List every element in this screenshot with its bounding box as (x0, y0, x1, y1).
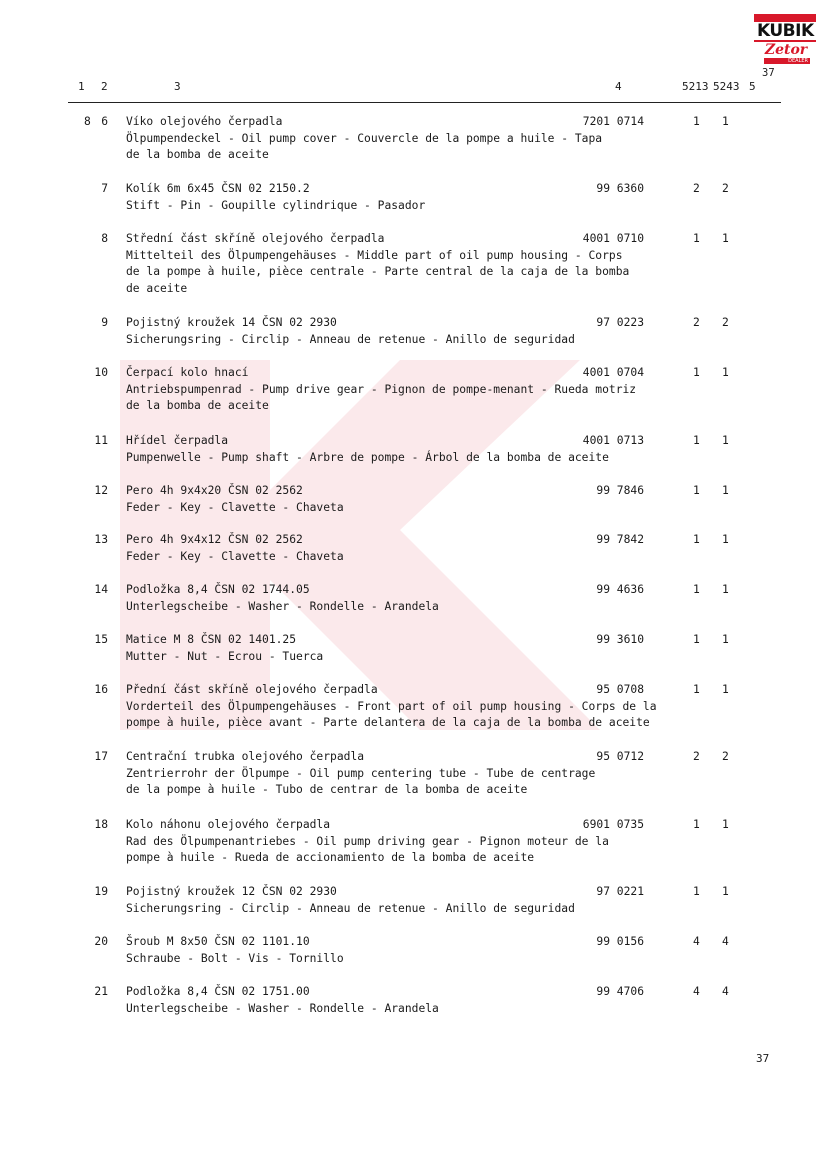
part-description (126, 433, 609, 466)
description-line: Ölpumpendeckel - Oil pump cover - Couvercle de la pompe a huile - Tapa (126, 131, 603, 145)
col-header-2: 2 (101, 80, 108, 93)
position-number: 7 (101, 182, 108, 195)
part-number: 4001 0704 (582, 366, 644, 379)
description-line: Feder - Key - Clavette - Chaveta (126, 549, 344, 563)
description-line: Mittelteil des Ölpumpengehäuses - Middle part of oil pump housing - Corps (126, 248, 623, 262)
part-description (126, 817, 609, 867)
description-line: Podložka 8,4 ČSN 02 1751.00 (126, 985, 310, 998)
col-header-4: 4 (615, 80, 622, 93)
part-description (126, 984, 439, 1017)
quantity-5243: 1 (722, 633, 729, 646)
part-number: 6901 0735 (582, 818, 644, 831)
part-description (126, 365, 636, 415)
description-line: pompe à huile, pièce avant - Parte delantera de la caja de la bomba de aceite (126, 716, 650, 729)
quantity-5213: 1 (693, 232, 700, 245)
description-line: Zentrierrohr der Ölpumpe - Oil pump centering tube - Tube de centrage (126, 766, 596, 780)
quantity-5213: 2 (693, 182, 700, 195)
part-description (126, 532, 344, 565)
part-number: 97 0223 (596, 316, 644, 329)
quantity-5213: 4 (693, 985, 700, 998)
description-line: pompe à huile - Rueda de accionamiento de la bomba de aceite (126, 851, 535, 864)
quantity-5213: 1 (693, 366, 700, 379)
quantity-5243: 1 (722, 885, 729, 898)
description-line: Pojistný kroužek 12 ČSN 02 2930 (126, 885, 337, 898)
quantity-5213: 1 (693, 885, 700, 898)
quantity-5213: 1 (693, 683, 700, 696)
position-number: 13 (94, 533, 108, 546)
description-line: Víko olejového čerpadla (126, 115, 283, 128)
description-line: Pero 4h 9x4x12 ČSN 02 2562 (126, 533, 303, 546)
description-line: Střední část skříně olejového čerpadla (126, 232, 385, 245)
part-description (126, 582, 439, 615)
part-number: 99 7846 (596, 484, 644, 497)
part-description (126, 884, 575, 917)
description-line: de la pompe à huile - Tubo de centrar de la bomba de aceite (126, 783, 528, 796)
quantity-5243: 1 (722, 533, 729, 546)
description-line: Rad des Ölpumpenantriebes - Oil pump driving gear - Pignon moteur de la (126, 834, 609, 848)
quantity-5243: 1 (722, 683, 729, 696)
description-line: de aceite (126, 281, 188, 295)
part-number: 99 7842 (596, 533, 644, 546)
part-description (126, 181, 425, 214)
quantity-5213: 2 (693, 750, 700, 763)
quantity-5243: 2 (722, 750, 729, 763)
header-rule (68, 102, 781, 103)
logo-zetor: Zetor (764, 42, 808, 58)
description-line: Schraube - Bolt - Vis - Tornillo (126, 951, 344, 965)
part-description (126, 483, 344, 516)
quantity-5213: 1 (693, 434, 700, 447)
part-number: 4001 0713 (582, 434, 644, 447)
description-line: Přední část skříně olejového čerpadla (126, 683, 378, 696)
position-number: 9 (101, 316, 108, 329)
description-line: Stift - Pin - Goupille cylindrique - Pasador (126, 198, 426, 212)
description-line: de la bomba de aceite (126, 399, 269, 412)
col-header-5: 5 (749, 80, 756, 93)
description-line: Kolík 6m 6x45 ČSN 02 2150.2 (126, 182, 310, 195)
part-number: 99 6360 (596, 182, 644, 195)
quantity-5213: 1 (693, 484, 700, 497)
quantity-5243: 1 (722, 232, 729, 245)
quantity-5213: 1 (693, 818, 700, 831)
logo-dealer: DEALER (764, 58, 810, 64)
quantity-5213: 1 (693, 583, 700, 596)
col-header-5213: 5213 (682, 80, 709, 93)
quantity-5213: 2 (693, 316, 700, 329)
description-line: de la bomba de aceite (126, 148, 269, 161)
quantity-5243: 1 (722, 115, 729, 128)
quantity-5243: 1 (722, 583, 729, 596)
part-description (126, 934, 344, 967)
description-line: Pumpenwelle - Pump shaft - Arbre de pompe - Árbol de la bomba de aceite (126, 450, 609, 464)
quantity-5243: 2 (722, 316, 729, 329)
position-number: 15 (94, 633, 108, 646)
position-number: 18 (94, 818, 108, 831)
description-line: Sicherungsring - Circlip - Anneau de retenue - Anillo de seguridad (126, 901, 575, 915)
page-number-top: 37 (762, 67, 775, 79)
quantity-5243: 4 (722, 935, 729, 948)
position-number: 16 (94, 683, 108, 696)
logo-brand: KUBIK (754, 22, 817, 40)
description-line: Čerpací kolo hnací (126, 366, 249, 379)
figure-number: 8 (84, 115, 91, 128)
part-description (126, 682, 657, 732)
description-line: Vorderteil des Ölpumpengehäuses - Front part of oil pump housing - Corps de la (126, 699, 657, 713)
part-description (126, 749, 595, 799)
page-number-bottom: 37 (756, 1052, 770, 1065)
part-number: 99 3610 (596, 633, 644, 646)
description-line: Hřídel čerpadla (126, 434, 229, 447)
quantity-5243: 4 (722, 985, 729, 998)
part-number: 95 0712 (596, 750, 644, 763)
col-header-1: 1 (78, 80, 85, 93)
part-number: 7201 0714 (582, 115, 644, 128)
description-line: Šroub M 8x50 ČSN 02 1101.10 (126, 935, 310, 948)
part-description (126, 114, 602, 164)
quantity-5243: 1 (722, 434, 729, 447)
description-line: Mutter - Nut - Ecrou - Tuerca (126, 649, 324, 663)
description-line: Centrační trubka olejového čerpadla (126, 750, 365, 763)
description-line: Podložka 8,4 ČSN 02 1744.05 (126, 583, 310, 596)
quantity-5213: 1 (693, 115, 700, 128)
description-line: Unterlegscheibe - Washer - Rondelle - Arandela (126, 599, 439, 613)
description-line: Antriebspumpenrad - Pump drive gear - Pignon de pompe-menant - Rueda motriz (126, 382, 637, 396)
description-line: Pero 4h 9x4x20 ČSN 02 2562 (126, 484, 303, 497)
part-number: 99 4636 (596, 583, 644, 596)
part-number: 99 0156 (596, 935, 644, 948)
description-line: Matice M 8 ČSN 02 1401.25 (126, 633, 297, 646)
position-number: 8 (101, 232, 108, 245)
quantity-5243: 1 (722, 366, 729, 379)
description-line: Kolo náhonu olejového čerpadla (126, 818, 331, 831)
part-number: 4001 0710 (582, 232, 644, 245)
part-number: 99 4706 (596, 985, 644, 998)
description-line: Feder - Key - Clavette - Chaveta (126, 500, 344, 514)
col-header-5243: 5243 (713, 80, 740, 93)
part-number: 97 0221 (596, 885, 644, 898)
position-number: 12 (94, 484, 108, 497)
position-number: 14 (94, 583, 108, 596)
description-line: de la pompe à huile, pièce centrale - Parte central de la caja de la bomba (126, 265, 630, 278)
description-line: Unterlegscheibe - Washer - Rondelle - Arandela (126, 1001, 439, 1015)
quantity-5243: 2 (722, 182, 729, 195)
kubik-zetor-logo (754, 14, 816, 66)
position-number: 10 (94, 366, 108, 379)
quantity-5243: 1 (722, 484, 729, 497)
position-number: 11 (94, 434, 108, 447)
part-number: 95 0708 (596, 683, 644, 696)
quantity-5213: 1 (693, 633, 700, 646)
part-description (126, 632, 323, 665)
quantity-5243: 1 (722, 818, 729, 831)
position-number: 21 (94, 985, 108, 998)
part-description (126, 231, 629, 297)
position-number: 6 (101, 115, 108, 128)
col-header-3: 3 (174, 80, 181, 93)
position-number: 19 (94, 885, 108, 898)
position-number: 20 (94, 935, 108, 948)
quantity-5213: 4 (693, 935, 700, 948)
position-number: 17 (94, 750, 108, 763)
quantity-5213: 1 (693, 533, 700, 546)
description-line: Sicherungsring - Circlip - Anneau de retenue - Anillo de seguridad (126, 332, 575, 346)
part-description (126, 315, 575, 348)
description-line: Pojistný kroužek 14 ČSN 02 2930 (126, 316, 337, 329)
